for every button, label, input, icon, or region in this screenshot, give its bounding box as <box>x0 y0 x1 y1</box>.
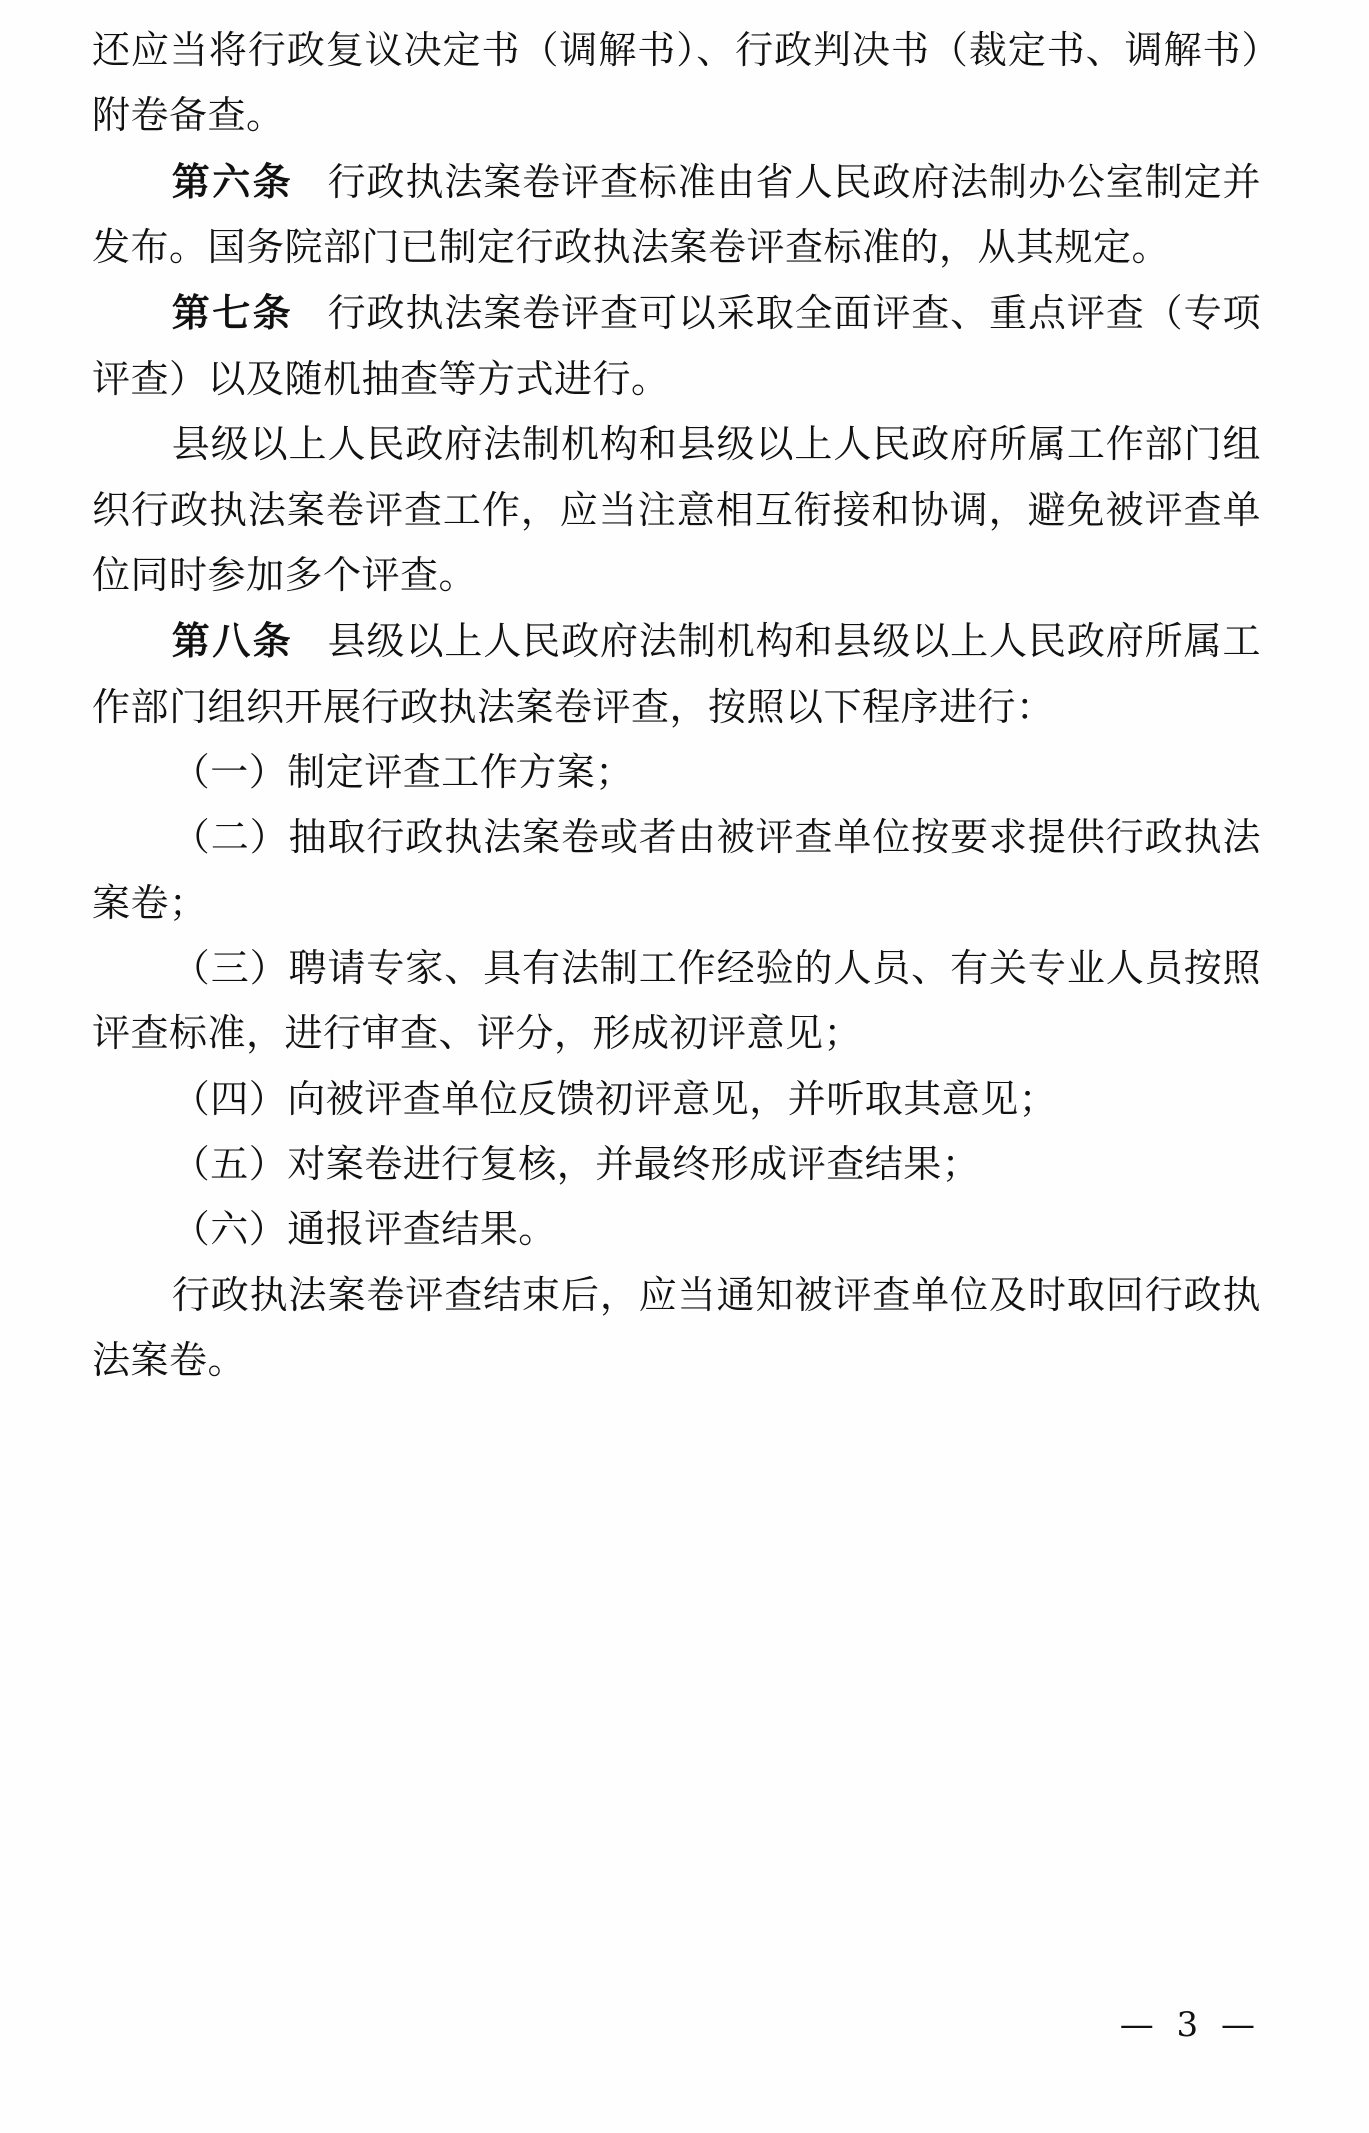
paragraph-text: 行政执法案卷评查标准由省人民政府法制办公室制定并发布。国务院部门已制定行政执法案卷评查标准的，从其规定。 <box>92 159 1261 270</box>
paragraph <box>92 1067 1261 1132</box>
paragraph <box>92 1132 1261 1197</box>
paragraph-text: 县级以上人民政府法制机构和县级以上人民政府所属工作部门组织开展行政执法案卷评查，按照以下程序进行： <box>92 619 1261 729</box>
document-body <box>92 18 1261 1394</box>
paragraph <box>92 936 1261 1067</box>
article-label: 第八条 <box>171 618 294 664</box>
paragraph-text: （一）制定评查工作方案； <box>171 749 634 794</box>
paragraph-text: （四）向被评查单位反馈初评意见，并听取其意见； <box>171 1076 1058 1121</box>
paragraph-text: 行政执法案卷评查结束后，应当通知被评查单位及时取回行政执法案卷。 <box>92 1272 1261 1383</box>
paragraph-text: （五）对案卷进行复核，并最终形成评查结果； <box>171 1142 981 1187</box>
paragraph-text: （三）聘请专家、具有法制工作经验的人员、有关专业人员按照评查标准，进行审查、评分，形成初评意见； <box>92 946 1261 1056</box>
paragraph-text: 还应当将行政复议决定书（调解书）、行政判决书（裁定书、调解书）附卷备查。 <box>92 28 1261 138</box>
page-number: — 3 — <box>1119 2005 1261 2045</box>
paragraph <box>92 18 1261 149</box>
paragraph <box>92 149 1261 281</box>
paragraph-text: （六）通报评查结果。 <box>171 1207 557 1252</box>
paragraph-text: 行政执法案卷评查可以采取全面评查、重点评查（专项评查）以及随机抽查等方式进行。 <box>92 291 1261 401</box>
paragraph <box>92 608 1261 740</box>
paragraph <box>92 805 1261 936</box>
paragraph <box>92 280 1261 412</box>
paragraph <box>92 1197 1261 1262</box>
article-label: 第六条 <box>171 158 294 204</box>
paragraph-text: 县级以上人民政府法制机构和县级以上人民政府所属工作部门组织行政执法案卷评查工作，应当注意相互衔接和协调，避免被评查单位同时参加多个评查。 <box>92 422 1261 597</box>
paragraph <box>92 740 1261 805</box>
paragraph <box>92 1263 1261 1394</box>
paragraph <box>92 412 1261 608</box>
paragraph-text: （二）抽取行政执法案卷或者由被评查单位按要求提供行政执法案卷； <box>92 815 1261 925</box>
article-label: 第七条 <box>171 290 294 336</box>
